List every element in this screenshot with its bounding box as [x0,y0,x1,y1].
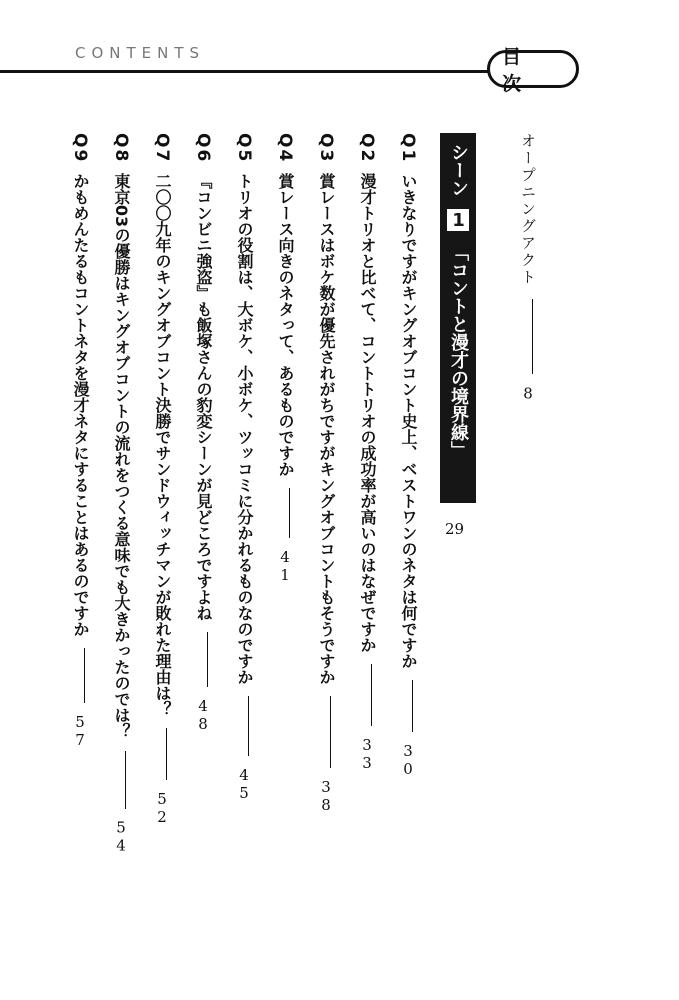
scene-page: 29 [445,520,465,538]
question-page: 38 [317,778,335,815]
question-text: トリオの役割は、大ボケ、小ボケ、ツッコミに分かれるものなのですか [235,172,254,685]
question-page: 52 [153,790,171,827]
question-page: 57 [71,713,89,750]
question-text: 賞レース向きのネタって、あるものですか [276,172,295,477]
leader-line [289,488,290,538]
question-text: 東京03の優勝はキングオブコントの流れをつくる意味でも大きかったのでは？ [112,172,131,740]
question-page: 41 [276,548,294,585]
scene-title: 「コントと漫才の境界線」 [448,243,469,459]
question-number: Q8 [111,133,131,164]
question-page: 30 [399,742,417,779]
toc-entry-q6[interactable] [193,133,213,733]
scene-label: シーン [448,143,469,197]
question-number: Q7 [152,133,172,164]
leader-line [371,664,372,726]
toc-entry-q3[interactable] [316,133,336,814]
question-text: かもめんたるもコントネタを漫才ネタにすることはあるのですか [71,172,90,637]
question-page: 45 [235,766,253,803]
toc-entry-q1[interactable] [398,133,418,778]
toc-entry-q2[interactable] [357,133,377,772]
question-text: 二〇〇九年のキングオブコント決勝でサンドウィッチマンが敗れた理由は？ [153,172,172,717]
leader-line [248,696,249,756]
opening-entry[interactable] [518,133,538,405]
leader-line [207,632,208,687]
toc-entry-q7[interactable] [152,133,172,826]
question-number: Q1 [398,133,418,164]
question-number: Q4 [275,133,295,164]
question-text: いきなりですがキングオブコント史上、ベストワンのネタは何ですか [399,172,418,669]
question-text: 『コンビニ強盗』も飯塚さんの豹変シーンが見どころですよね [194,172,213,621]
leader-line [532,299,533,374]
leader-line [84,648,85,703]
opening-page: 8 [519,384,537,405]
question-text: 賞レースはボケ数が優先されがちですがキングオブコントもそうですか [317,172,336,685]
leader-line [166,728,167,780]
question-number: Q3 [316,133,336,164]
question-number: Q9 [70,133,90,164]
question-page: 33 [358,736,376,773]
contents-label: CONTENTS [75,44,206,62]
scene-heading[interactable] [440,133,476,503]
toc-entry-q5[interactable] [234,133,254,802]
question-number: Q6 [193,133,213,164]
leader-line [412,680,413,732]
toc-entry-q9[interactable] [70,133,90,749]
opening-title: オープニングアクト [519,133,537,286]
question-text: 漫才トリオと比べて、コントトリオの成功率が高いのはなぜですか [358,172,377,653]
mokuji-title: 目 次 [487,50,579,88]
question-page: 48 [194,697,212,734]
question-number: Q2 [357,133,377,164]
scene-number: 1 [448,209,469,231]
header-rule [0,70,500,73]
question-page: 54 [112,818,130,855]
leader-line [330,696,331,768]
question-number: Q5 [234,133,254,164]
toc-entry-q4[interactable] [275,133,295,584]
leader-line [125,751,126,809]
toc-entry-q8[interactable] [111,133,131,854]
